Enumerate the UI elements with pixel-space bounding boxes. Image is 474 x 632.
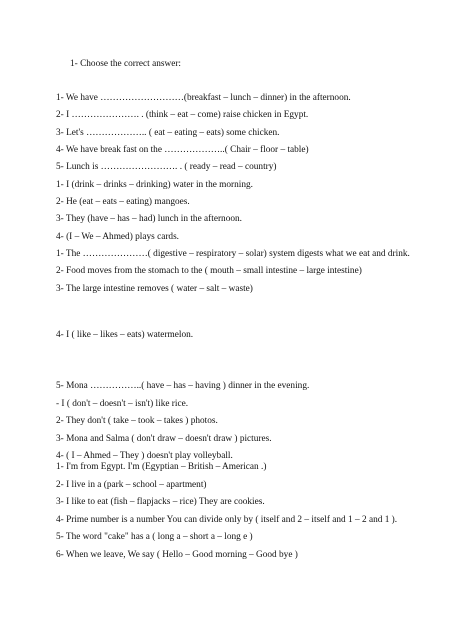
- worksheet-heading: 1- Choose the correct answer:: [70, 59, 182, 69]
- question-line: 5- Lunch is ……………………. . ( ready – read – country): [56, 162, 277, 172]
- question-line: 2- I …………………. . (think – eat – come) raise chicken in Egypt.: [56, 110, 309, 120]
- question-line: 2- They don't ( take – took – takes ) photos.: [56, 416, 218, 426]
- question-line: 5- Mona ……………..( have – has – having ) dinner in the evening.: [56, 381, 310, 391]
- question-line: 2- He (eat – eats – eating) mangoes.: [56, 197, 190, 207]
- question-line: 4- ( I – Ahmed – They ) doesn't play volleyball.: [56, 451, 233, 461]
- question-line: - I ( don't – doesn't – isn't) like rice.: [56, 399, 189, 409]
- question-line: 4- Prime number is a number You can divide only by ( itself and 2 – itself and 1 – 2 and 1 ).: [56, 515, 398, 525]
- question-line: 3- They (have – has – had) lunch in the afternoon.: [56, 214, 242, 224]
- question-line: 1- The …………………( digestive – respiratory – solar) system digests what we eat and drink.: [56, 249, 410, 259]
- question-line: 1- I'm from Egypt. I'm (Egyptian – British – American .): [56, 462, 267, 472]
- question-line: 3- Mona and Salma ( don't draw – doesn't draw ) pictures.: [56, 434, 272, 444]
- question-line: 2- I live in a (park – school – apartment): [56, 480, 207, 490]
- question-line: 1- I (drink – drinks – drinking) water in the morning.: [56, 180, 254, 190]
- question-line: 4- I ( like – likes – eats) watermelon.: [56, 330, 194, 340]
- question-line: 2- Food moves from the stomach to the ( mouth – small intestine – large intestine): [56, 266, 362, 276]
- question-line: 4- We have break fast on the ………………..( Chair – floor – table): [56, 145, 309, 155]
- question-line: 3- The large intestine removes ( water – salt – waste): [56, 284, 253, 294]
- question-line: 5- The word "cake" has a ( long a – short a – long e ): [56, 532, 253, 542]
- question-line: 3- Let's ……………….. ( eat – eating – eats) some chicken.: [56, 128, 280, 138]
- question-line: 4- (I – We – Ahmed) plays cards.: [56, 232, 180, 242]
- question-line: 6- When we leave, We say ( Hello – Good morning – Good bye ): [56, 550, 298, 560]
- question-line: 1- We have ………………………(breakfast – lunch – dinner) in the afternoon.: [56, 93, 351, 103]
- question-line: 3- I like to eat (fish – flapjacks – rice) They are cookies.: [56, 497, 265, 507]
